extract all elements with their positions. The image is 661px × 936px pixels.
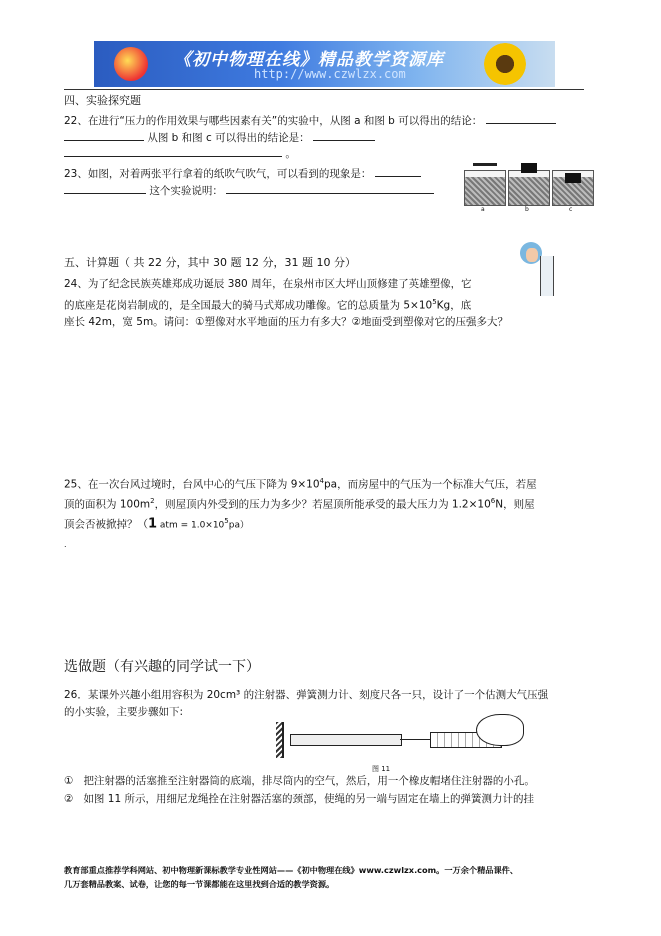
fig-label-b: b [525,206,529,213]
q25-one: 1 [148,516,158,532]
q25-text-b: pa，而房屋中的气压为一个标准大气压，若屋 [324,478,537,491]
blowing-paper-figure [512,240,572,300]
site-banner [94,41,555,87]
q23-line1 [64,165,421,181]
sunflower-icon [484,43,526,85]
optional-heading: 选做题（有兴趣的同学试一下） [64,659,260,675]
q25-exponent-4: 5 [224,517,229,525]
step-2 [64,792,534,806]
banner-title: 《初中物理在线》精品教学资源库 [174,50,444,70]
q24-line2 [64,295,471,313]
fig-label-c: c [569,206,573,213]
q25-exponent-3: 6 [490,497,496,505]
figure-c [552,170,594,206]
q26-line1: 26．某课外兴趣小组用容积为 20cm³ 的注射器、弹簧测力计、刻度尺各一只，设计了一个估测大气压强 [64,689,549,701]
sand-b [509,177,549,205]
q22-answer-blank-4[interactable] [64,145,282,157]
q22-answer-blank-1[interactable] [486,112,556,124]
section5-heading: 五、计算题（ 共 22 分，其中 30 题 12 分，31 题 10 分） [64,256,356,269]
q25-line3 [64,514,249,533]
sand-a [465,177,505,205]
q25-line1 [64,474,537,492]
q22-answer-blank-2[interactable] [64,129,144,141]
q25-line2 [64,494,535,512]
wall-icon [276,722,284,758]
fig-label-a: a [481,206,485,213]
step-1 [64,774,535,788]
step-1-number: ① [64,775,74,787]
q22-answer-blank-3[interactable] [313,129,375,141]
block-b [521,163,537,173]
q23-text-a: 23、如图，对着两张平行拿着的纸吹气吹气，可以看到的现象是： [64,168,372,180]
q23-text-b: 这个实验说明： [149,185,223,197]
q22-text-a: 22、在进行“压力的作用效果与哪些因素有关”的实验中，从图 a 和图 b 可以得出的结论： [64,115,483,127]
q22-end: 。 [285,148,296,160]
q25-text-f: 顶会否被掀掉？（ [64,518,148,531]
q24-text-b: Kg，底 [436,299,472,312]
q24-text-a: 的底座是花岗岩制成的，是全国最大的骑马式郑成功雕像。它的总质量为 5×10 [64,299,433,312]
string-line [400,739,430,740]
figure-abc [464,156,594,216]
q25-text-c: 顶的面积为 100m [64,498,151,511]
q25-text-a: 25、在一次台风过境时，台风中心的气压下降为 9×10 [64,478,320,491]
q23-answer-blank-2[interactable] [64,182,146,194]
q24-exponent: 5 [432,298,437,306]
paper-sheets-icon [540,256,554,296]
q25-exponent-2: 2 [150,497,155,505]
banner-url[interactable]: http://www.czwlzx.com [254,67,406,81]
q24-line1: 24、为了纪念民族英雄郑成功诞辰 380 周年，在泉州市区大坪山顶修建了英雄塑像，它 [64,278,472,290]
footer-line-1: 教育部重点推荐学科网站、初中物理新课标教学专业性网站——《初中物理在线》www.czwlzx.com。一万余个精品课件、 [64,865,519,875]
figure-a [464,170,506,206]
q22-text-b: 从图 b 和图 c 可以得出的结论是： [147,132,310,144]
section4-heading: 四、实验探究题 [64,94,141,107]
block-c [565,173,581,183]
q25-exponent-1: 4 [319,477,325,485]
figure-11 [270,712,530,760]
q23-line2 [64,182,434,198]
q25-atm: atm = 1.0×10 [157,520,225,531]
spring-scale-icon [290,734,402,746]
step-1-text: 把注射器的活塞推至注射器筒的底端，排尽筒内的空气，然后，用一个橡皮帽堵住注射器的小孔。 [83,775,535,787]
q25-text-d: ，则屋顶内外受到的压力为多少？若屋顶所能承受的最大压力为 1.2×10 [154,498,491,511]
q25-text-g: pa） [228,520,249,531]
stray-dot: . [64,540,67,549]
q25-text-e: N，则屋 [495,498,535,511]
q22-line2 [64,129,375,145]
q23-answer-blank-1[interactable] [375,165,421,177]
figure-11-caption: 图 11 [372,765,391,773]
table-a [473,163,497,166]
figure-b [508,170,550,206]
step-2-text: 如图 11 所示，用细尼龙绳拴在注射器活塞的颈部，使绳的另一端与固定在墙上的弹簧测力计的挂 [83,793,534,805]
q26-line2: 的小实验，主要步骤如下: [64,706,184,718]
logo-icon [114,47,148,81]
hand-icon [476,714,524,746]
q22-line3 [64,145,296,161]
q24-line3: 座长 42m，宽 5m。请问：①塑像对水平地面的压力有多大？②地面受到塑像对它的压强多大？ [64,316,508,328]
q22-line1 [64,112,556,128]
header-rule [64,89,584,90]
q23-answer-blank-3[interactable] [226,182,434,194]
step-2-number: ② [64,793,74,805]
footer-line-2: 几万套精品教案、试卷，让您的每一节课都能在这里找到合适的教学资源。 [64,879,335,889]
face-icon [526,248,538,262]
